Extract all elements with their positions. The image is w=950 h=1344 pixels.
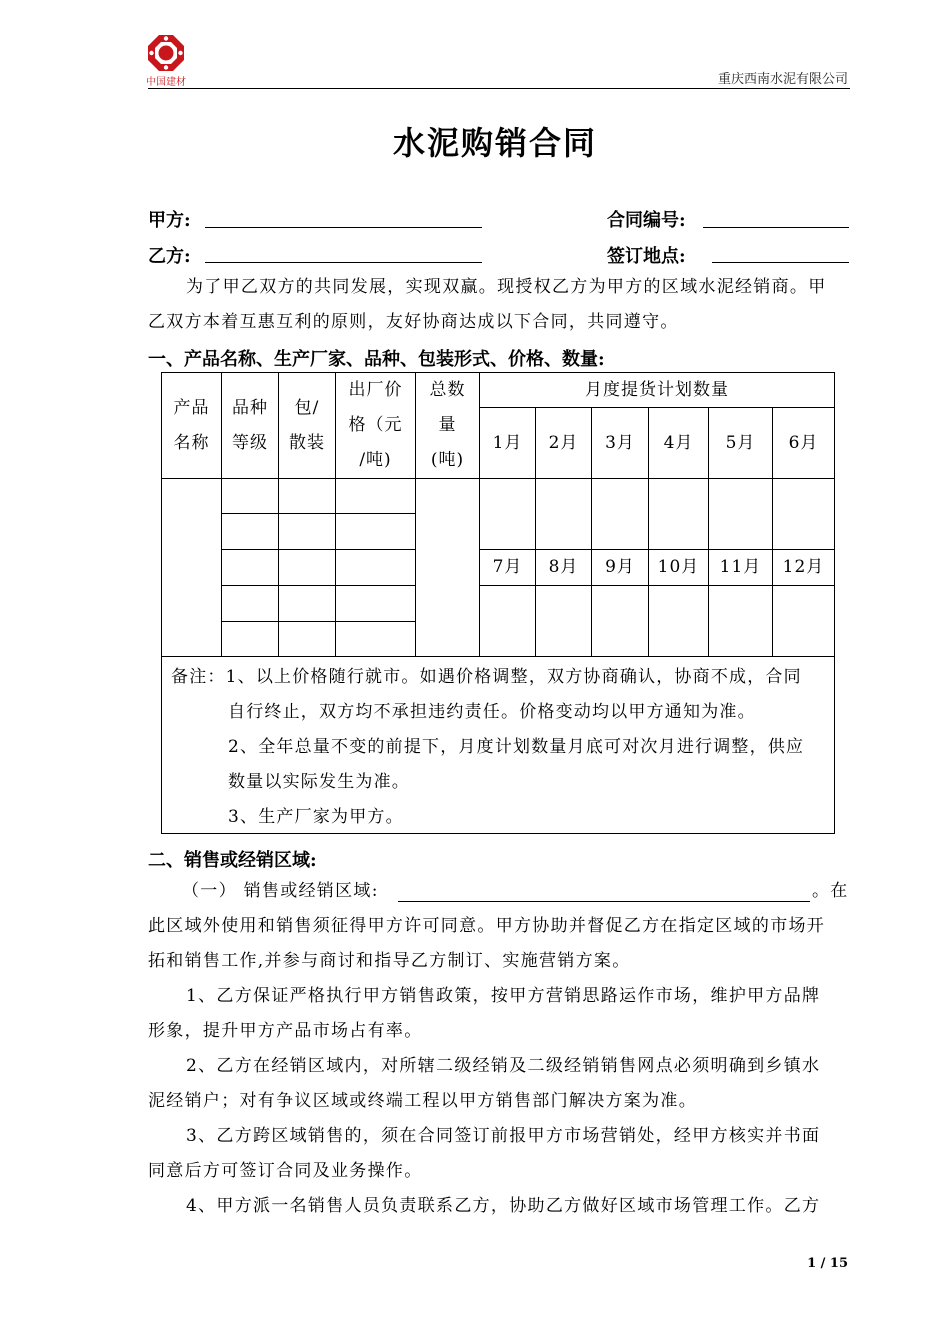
note-line: 备注：1、以上价格随行就市。如遇价格调整，双方协商确认，协商不成，合同 [171, 667, 802, 687]
intro-paragraph [148, 270, 850, 340]
section-2-heading: 二、销售或经销区域: [148, 850, 317, 871]
contract-no-blank[interactable] [703, 227, 849, 228]
area-label: （一） 销售或经销区域: [182, 881, 379, 901]
note-line: 3、生产厂家为甲方。 [228, 807, 404, 827]
month-header: 8月 [548, 557, 579, 577]
contract-no-label: 合同编号: [607, 210, 686, 231]
area-tail: 。在 [812, 881, 849, 901]
clause-4: 4、甲方派一名销售人员负责联系乙方，协助乙方做好区域市场管理工作。乙方 [186, 1196, 821, 1216]
section-2-body [148, 874, 850, 1224]
sign-place-label: 签订地点: [607, 246, 686, 267]
party-a-blank[interactable] [205, 227, 482, 228]
party-b-blank[interactable] [205, 262, 482, 263]
product-table [161, 372, 835, 834]
company-logo [138, 34, 194, 86]
month-header: 7月 [492, 557, 523, 577]
sign-place-blank[interactable] [712, 262, 849, 263]
month-header: 6月 [788, 432, 819, 453]
header-price: 出厂价 格（元 /吨) [348, 380, 403, 470]
page-title: 水泥购销合同 [392, 124, 597, 162]
clause-3-cont: 同意后方可签订合同及业务操作。 [148, 1161, 423, 1181]
month-header: 4月 [663, 432, 694, 453]
header-grade: 品种 等级 [232, 397, 268, 453]
section-1-heading: 一、产品名称、生产厂家、品种、包装形式、价格、数量: [148, 349, 605, 370]
para-line: 拓和销售工作,并参与商讨和指导乙方制订、实施营销方案。 [148, 951, 631, 971]
party-a-label: 甲方: [148, 210, 191, 231]
month-header: 2月 [548, 432, 579, 453]
month-header: 1月 [492, 432, 523, 453]
page-number: 1 / 15 [807, 1256, 848, 1271]
clause-1: 1、乙方保证严格执行甲方销售政策，按甲方营销思路运作市场，维护甲方品牌 [186, 986, 821, 1006]
intro-line: 为了甲乙双方的共同发展，实现双赢。现授权乙方为甲方的区域水泥经销商。甲 [186, 277, 827, 297]
area-blank[interactable] [398, 901, 810, 902]
header-total: 总数 量 (吨) [429, 380, 466, 470]
header-monthly-plan: 月度提货计划数量 [585, 379, 729, 400]
contract-no-field [607, 206, 686, 232]
company-name: 重庆西南水泥有限公司 [717, 72, 848, 87]
clause-3: 3、乙方跨区域销售的，须在合同签订前报甲方市场营销处，经甲方核实并书面 [186, 1126, 821, 1146]
logo-text: 中国建材 [146, 77, 186, 88]
clause-1-cont: 形象，提升甲方产品市场占有率。 [148, 1021, 423, 1041]
intro-line: 乙双方本着互惠互利的原则，友好协商达成以下合同，共同遵守。 [148, 312, 679, 332]
month-header: 12月 [782, 557, 825, 577]
note-line: 数量以实际发生为准。 [228, 772, 410, 792]
header-product-name: 产品 名称 [173, 397, 210, 453]
logo-emblem-icon [147, 34, 185, 72]
clause-2-cont: 泥经销户；对有争议区域或终端工程以甲方销售部门解决方案为准。 [148, 1091, 697, 1111]
note-line: 2、全年总量不变的前提下，月度计划数量月底可对次月进行调整，供应 [228, 737, 805, 757]
month-header: 10月 [657, 557, 700, 577]
month-header: 9月 [605, 557, 635, 577]
table-notes [171, 660, 831, 835]
month-header: 3月 [605, 432, 635, 453]
note-line: 自行终止，双方均不承担违约责任。价格变动均以甲方通知为准。 [228, 702, 756, 722]
party-b-field [148, 242, 191, 268]
party-a-field [148, 206, 191, 232]
month-header: 5月 [725, 432, 756, 453]
clause-2: 2、乙方在经销区域内，对所辖二级经销及二级经销销售网点必须明确到乡镇水 [186, 1056, 821, 1076]
sign-place-field [607, 242, 686, 268]
header-packaging: 包/ 散装 [289, 397, 325, 453]
para-line: 此区域外使用和销售须征得甲方许可同意。甲方协助并督促乙方在指定区域的市场开 [148, 916, 826, 936]
header-divider [148, 88, 850, 89]
party-b-label: 乙方: [148, 246, 191, 267]
month-header: 11月 [719, 557, 762, 577]
